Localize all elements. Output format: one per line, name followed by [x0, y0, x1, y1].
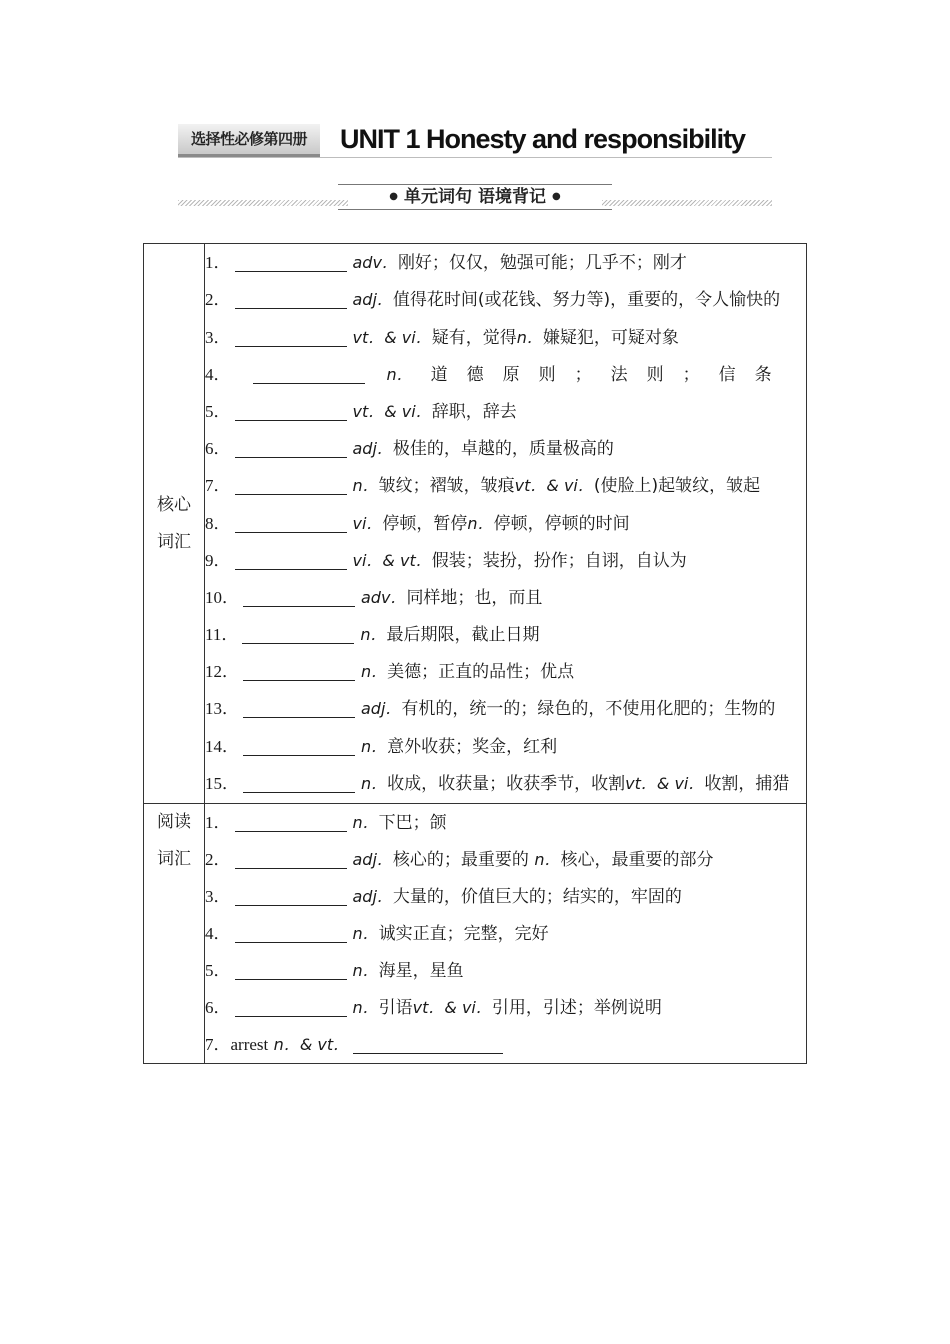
list-item: 5． n．海星，星鱼	[205, 952, 806, 989]
list-item: 1． adv．刚好；仅仅，勉强可能；几乎不；刚才	[205, 244, 806, 281]
page-header	[178, 124, 772, 160]
book-tag: 选择性必修第四册	[178, 124, 320, 157]
answer-blank[interactable]	[235, 398, 347, 421]
list-item: 12． n．美德；正直的品性；优点	[205, 653, 806, 690]
list-item: 10． adv．同样地；也，而且	[205, 579, 806, 616]
answer-blank[interactable]	[235, 286, 347, 309]
answer-blank[interactable]	[243, 695, 355, 718]
answer-blank[interactable]	[235, 809, 347, 832]
reading-vocab-items	[205, 804, 807, 1064]
subheader-title: 单元词句 语境背记	[404, 187, 546, 207]
answer-blank[interactable]	[235, 920, 347, 943]
reading-vocab-label	[144, 804, 205, 1064]
list-item: 6． n．引语vt．& vi．引用，引述；举例说明	[205, 989, 806, 1026]
hatch-decoration-right	[602, 200, 772, 206]
list-item: 9． vi．& vt．假装；装扮，扮作；自诩，自认为	[205, 542, 806, 579]
unit-title: UNIT 1 Honesty and responsibility	[340, 124, 746, 154]
list-item: 5． vt．& vi．辞职，辞去	[205, 393, 806, 430]
answer-blank[interactable]	[253, 361, 365, 384]
list-item: 8． vi．停顿，暂停n．停顿，停顿的时间	[205, 505, 806, 542]
header-rule	[178, 157, 772, 158]
core-vocab-label-text: 核心词汇	[157, 494, 191, 552]
list-item: 7． n．皱纹；褶皱，皱痕vt．& vi．(使脸上)起皱纹，皱起	[205, 467, 806, 505]
answer-blank[interactable]	[235, 435, 347, 458]
answer-blank[interactable]	[242, 621, 354, 644]
list-item: 4． n． 道德原则；法则；信条	[205, 356, 806, 393]
answer-blank[interactable]	[235, 957, 347, 980]
vocabulary-table	[143, 243, 807, 1064]
list-item: 14． n．意外收获；奖金，红利	[205, 728, 806, 765]
answer-blank[interactable]	[243, 733, 355, 756]
answer-blank[interactable]	[235, 324, 347, 347]
list-item: 7．arrest n．& vt．	[205, 1026, 806, 1063]
list-item: 6． adj．极佳的，卓越的，质量极高的	[205, 430, 806, 467]
answer-blank[interactable]	[235, 547, 347, 570]
answer-blank[interactable]	[235, 846, 347, 869]
dot-icon: ●	[551, 191, 561, 202]
list-item: 2． adj．核心的；最重要的 n．核心，最重要的部分	[205, 841, 806, 878]
subheader-pill	[338, 184, 612, 210]
answer-blank[interactable]	[235, 249, 347, 272]
list-item: 13． adj．有机的，统一的；绿色的，不使用化肥的；生物的	[205, 690, 806, 728]
list-item: 15． n．收成，收获量；收获季节，收割vt．& vi．收割，捕猎	[205, 765, 806, 803]
list-item: 3． adj．大量的，价值巨大的；结实的，牢固的	[205, 878, 806, 915]
hatch-decoration-left	[178, 200, 348, 206]
answer-blank[interactable]	[243, 658, 355, 681]
reading-vocab-label-text: 阅读词汇	[157, 812, 191, 869]
reading-vocab-row	[144, 804, 807, 1064]
answer-blank[interactable]	[235, 510, 347, 533]
section-subheader	[178, 182, 772, 212]
answer-blank[interactable]	[235, 472, 347, 495]
core-vocab-row	[144, 244, 807, 804]
list-item: 1． n．下巴；颌	[205, 804, 806, 841]
answer-blank[interactable]	[235, 883, 347, 906]
list-item: 11． n．最后期限，截止日期	[205, 616, 806, 653]
list-item: 2． adj．值得花时间(或花钱、努力等)，重要的，令人愉快的	[205, 281, 806, 319]
core-vocab-items	[205, 244, 807, 804]
answer-blank[interactable]	[235, 994, 347, 1017]
answer-blank[interactable]	[243, 770, 355, 793]
core-vocab-label	[144, 244, 205, 804]
answer-blank[interactable]	[243, 584, 355, 607]
list-item: 4． n．诚实正直；完整，完好	[205, 915, 806, 952]
answer-blank[interactable]	[353, 1031, 503, 1054]
dot-icon: ●	[389, 191, 399, 202]
list-item: 3． vt．& vi．疑有，觉得n．嫌疑犯，可疑对象	[205, 319, 806, 356]
